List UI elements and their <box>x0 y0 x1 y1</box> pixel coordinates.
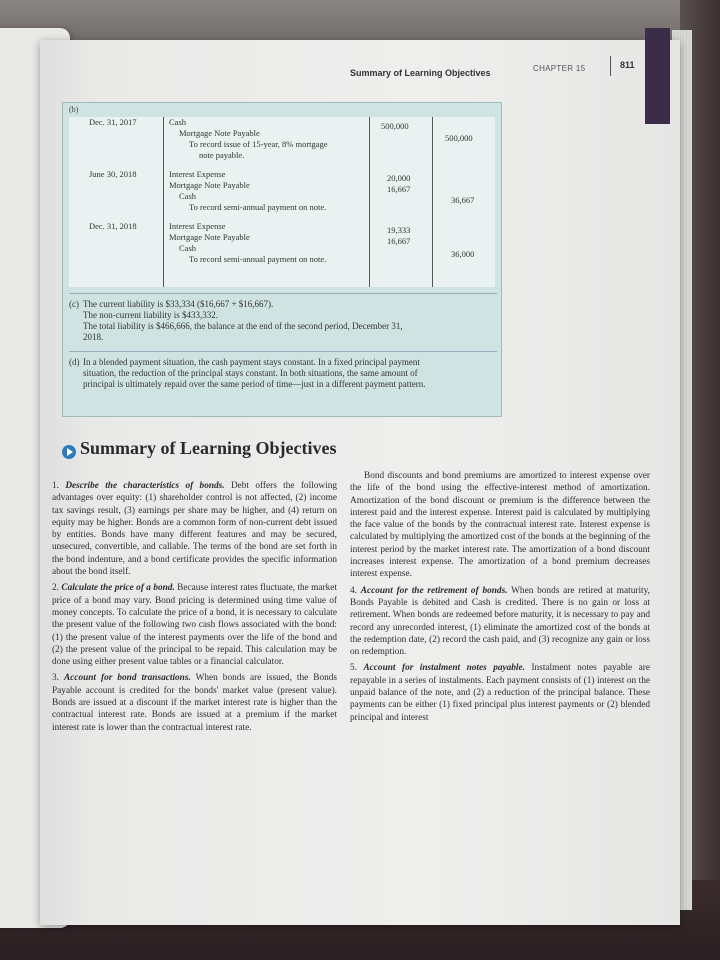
entry-date: Dec. 31, 2017 <box>89 117 137 127</box>
objective-continuation: Bond discounts and bond premiums are amortized to interest expense over the life of the bond using the effective-interest method of amortization. Amortization of the bond discount or premium is the difference between the interest paid and the interest expense. Interest paid is calculated by multiplying the face value of the bonds by the contractual interest rate. Interest expense is calculated by multiplying the amortized cost of the bonds at the beginning of the interest period by the market interest rate. The amortization of a bond discount increases interest expense. The amortization of a bond premium decreases interest expense. <box>350 471 650 580</box>
objective-text: Because interest rates fluctuate, the market price of a bond may vary. Bond pricing is determined using time value of money concepts. To calculate the price of a bond, it is necessary to calculate the present value of the following two cash flows associated with the bond: (1) the present value of the interest payments over the life of the bond and (2) the present value of the principal to be repaid. This calculation may be done using either present value tables or a financial calculator. <box>52 583 337 668</box>
learning-objective <box>52 480 337 578</box>
credit-column-rule <box>432 117 433 287</box>
objective-heading: Calculate the price of a bond. <box>61 583 175 594</box>
journal-table <box>69 117 495 287</box>
play-circle-icon <box>62 445 76 459</box>
summary-left-column <box>52 480 337 738</box>
section-divider <box>69 351 497 352</box>
summary-right-column <box>350 470 650 728</box>
entry-account: Cash <box>179 243 196 253</box>
objective-number: 5. <box>350 663 357 674</box>
part-c-text <box>69 299 497 343</box>
part-d-line: situation, the reduction of the principal stays constant. In both situations, the same amount of <box>83 368 418 378</box>
debit-amount: 16,667 <box>387 184 411 194</box>
objective-heading: Account for instalment notes payable. <box>363 663 525 674</box>
section-divider <box>69 293 497 294</box>
part-b-label: (b) <box>69 105 79 114</box>
entry-date: Dec. 31, 2018 <box>89 221 137 231</box>
objective-number: 1. <box>52 481 59 491</box>
credit-amount: 500,000 <box>445 133 473 143</box>
objective-heading: Account for bond transactions. <box>63 673 191 684</box>
entry-explanation: To record issue of 15-year, 8% mortgage <box>189 139 328 149</box>
entry-date: June 30, 2018 <box>89 169 137 179</box>
entry-account: Cash <box>179 191 196 201</box>
credit-amount: 36,000 <box>451 249 475 259</box>
part-c-line: The current liability is $33,334 ($16,667 + $16,667). <box>83 299 274 309</box>
debit-amount: 20,000 <box>387 173 411 183</box>
learning-objective <box>52 672 337 733</box>
section-title: Summary of Learning Objectives <box>80 438 337 458</box>
entry-account: Interest Expense <box>169 221 226 231</box>
objective-number: 4. <box>350 585 357 596</box>
part-c-line: 2018. <box>83 332 104 342</box>
part-d-text <box>69 357 497 390</box>
learning-objective <box>350 585 650 659</box>
header-divider <box>610 56 611 76</box>
entry-explanation: To record semi-annual payment on note. <box>189 202 327 212</box>
credit-amount: 36,667 <box>451 195 475 205</box>
book-page <box>40 40 680 925</box>
objective-text: When bonds are issued, the Bonds Payable account is credited for the bonds' market value (present value). Bonds are issued at a discount if the market interest rate is higher than the contractual interest rate. Bonds are issued at a premium if the market interest rate is lower than the contractual interest rate. <box>52 673 338 733</box>
book-tab-marker <box>645 28 670 124</box>
objective-heading: Account for the retirement of bonds. <box>360 585 508 596</box>
entry-explanation: To record semi-annual payment on note. <box>189 254 327 264</box>
entry-account: Interest Expense <box>169 169 226 179</box>
entry-account: Cash <box>169 117 186 127</box>
debit-column-rule <box>369 117 370 287</box>
running-header-chapter: CHAPTER 15 <box>533 64 586 73</box>
part-c-line: The total liability is $466,666, the balance at the end of the second period, December 31, <box>83 321 403 331</box>
objective-text: Debt offers the following advantages over equity: (1) shareholder control is not affected, (2) income tax savings result, (3) earnings per share may be higher, and (4) return on equity may be higher. Bonds are a common form of non-current debt issued by entities. Bonds have many different features and may be secured, unsecured, convertible, and callable. The terms of the bond are set forth in the bond indenture, and a bond certificate provides the specific information about the bond itself. <box>52 481 337 578</box>
running-header-title: Summary of Learning Objectives <box>350 68 491 78</box>
debit-amount: 19,333 <box>387 225 411 235</box>
objective-heading: Describe the characteristics of bonds. <box>65 481 225 491</box>
objective-number: 3. <box>52 673 59 684</box>
part-d-label: (d) <box>69 357 80 367</box>
debit-amount: 16,667 <box>387 236 411 246</box>
entry-account: Mortgage Note Payable <box>179 128 260 138</box>
part-c-label: (c) <box>69 299 79 309</box>
entry-account: Mortgage Note Payable <box>169 232 250 242</box>
objective-text: When bonds are retired at maturity, Bonds Payable is debited and Cash is credited. There is no gain or loss at retirement. When bonds are redeemed before maturity, it is necessary to pay and record any unrecorded interest, (1) eliminate the amortized cost of the bonds at the redemption date, (2) record the cash paid, and (3) recognize any gain or loss on redemption. <box>350 585 650 658</box>
solution-box <box>62 102 502 417</box>
part-d-line: In a blended payment situation, the cash payment stays constant. In a fixed principal payment <box>83 357 420 367</box>
objective-text: Instalment notes payable are repayable in a series of instalments. Each payment consists of (1) interest on the unpaid balance of the note, and (2) a reduction of the principal balance. These payments can be either (1) fixed principal plus interest payments or (2) blended principal and interest <box>350 663 651 723</box>
page-number: 811 <box>620 60 635 70</box>
learning-objective <box>52 582 337 668</box>
debit-amount: 500,000 <box>381 121 409 131</box>
entry-account: Mortgage Note Payable <box>169 180 250 190</box>
date-column-rule <box>163 117 164 287</box>
learning-objective <box>350 662 650 723</box>
objective-number: 2. <box>52 583 59 594</box>
entry-explanation: note payable. <box>199 150 245 160</box>
part-c-line: The non-current liability is $433,332. <box>83 310 218 320</box>
part-d-line: principal is ultimately repaid over the same period of time—just in a different payment pattern. <box>83 379 426 389</box>
